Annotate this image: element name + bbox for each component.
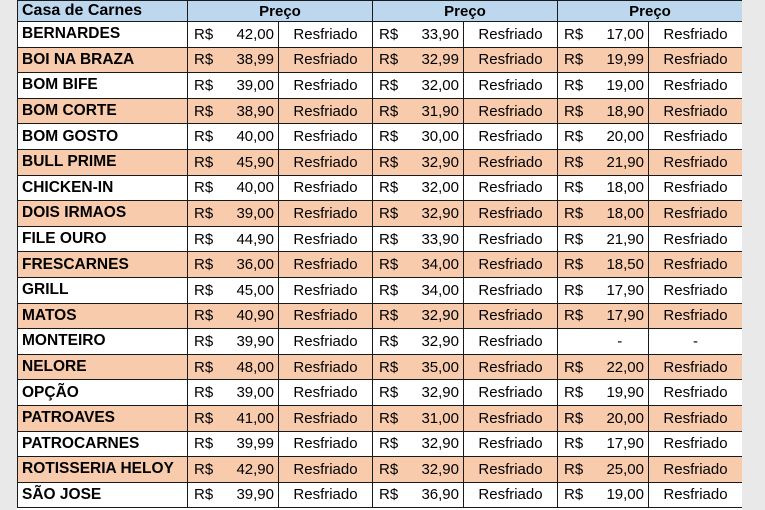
status-cell[interactable]: Resfriado bbox=[464, 22, 558, 48]
currency-cell[interactable]: R$ bbox=[558, 73, 592, 99]
currency-cell[interactable]: R$ bbox=[373, 201, 407, 227]
price-cell[interactable]: 20,00 bbox=[592, 405, 649, 431]
status-cell[interactable]: Resfriado bbox=[464, 201, 558, 227]
currency-cell[interactable]: R$ bbox=[188, 149, 222, 175]
price-cell[interactable]: 31,00 bbox=[407, 405, 464, 431]
currency-cell[interactable]: R$ bbox=[188, 98, 222, 124]
currency-cell[interactable]: R$ bbox=[558, 124, 592, 150]
currency-cell[interactable]: R$ bbox=[188, 380, 222, 406]
price-cell[interactable]: 39,99 bbox=[222, 431, 279, 457]
price-cell[interactable]: 39,90 bbox=[222, 482, 279, 508]
currency-cell[interactable]: R$ bbox=[188, 73, 222, 99]
status-cell[interactable]: Resfriado bbox=[279, 73, 373, 99]
status-cell[interactable]: Resfriado bbox=[279, 354, 373, 380]
price-cell[interactable]: 41,00 bbox=[222, 405, 279, 431]
price-cell[interactable]: 22,00 bbox=[592, 354, 649, 380]
status-cell[interactable]: Resfriado bbox=[279, 201, 373, 227]
price-table bbox=[17, 0, 742, 508]
currency-cell[interactable]: R$ bbox=[188, 354, 222, 380]
price-cell[interactable]: 34,00 bbox=[407, 252, 464, 278]
table-row bbox=[18, 252, 743, 278]
status-cell[interactable]: Resfriado bbox=[279, 149, 373, 175]
currency-cell[interactable]: R$ bbox=[558, 22, 592, 48]
table-row bbox=[18, 405, 743, 431]
currency-cell[interactable]: R$ bbox=[188, 303, 222, 329]
status-cell[interactable]: Resfriado bbox=[464, 252, 558, 278]
status-cell[interactable]: Resfriado bbox=[279, 22, 373, 48]
status-cell[interactable]: Resfriado bbox=[649, 405, 743, 431]
price-cell[interactable]: 33,90 bbox=[407, 22, 464, 48]
status-cell[interactable]: Resfriado bbox=[279, 482, 373, 508]
price-cell[interactable]: - bbox=[592, 329, 649, 355]
currency-cell[interactable]: R$ bbox=[558, 405, 592, 431]
status-cell[interactable]: Resfriado bbox=[279, 303, 373, 329]
store-name-cell[interactable]: BOM CORTE bbox=[18, 98, 188, 124]
table-row bbox=[18, 277, 743, 303]
header-price-1[interactable]: Preço bbox=[188, 1, 373, 22]
status-cell[interactable]: Resfriado bbox=[464, 47, 558, 73]
price-cell[interactable]: 32,00 bbox=[407, 175, 464, 201]
table-row bbox=[18, 201, 743, 227]
currency-cell[interactable]: R$ bbox=[188, 22, 222, 48]
currency-cell[interactable] bbox=[558, 329, 592, 355]
price-cell[interactable]: 20,00 bbox=[592, 124, 649, 150]
currency-cell[interactable]: R$ bbox=[558, 277, 592, 303]
price-cell[interactable]: 35,00 bbox=[407, 354, 464, 380]
store-name-cell[interactable]: OPÇÃO bbox=[18, 380, 188, 406]
table-row bbox=[18, 354, 743, 380]
status-cell[interactable]: Resfriado bbox=[464, 457, 558, 483]
status-cell[interactable]: Resfriado bbox=[279, 405, 373, 431]
price-cell[interactable]: 18,00 bbox=[592, 175, 649, 201]
price-cell[interactable]: 18,00 bbox=[592, 201, 649, 227]
store-name-cell[interactable]: BULL PRIME bbox=[18, 149, 188, 175]
price-cell[interactable]: 18,90 bbox=[592, 98, 649, 124]
status-cell[interactable]: Resfriado bbox=[279, 329, 373, 355]
status-cell[interactable]: Resfriado bbox=[649, 175, 743, 201]
price-cell[interactable]: 36,90 bbox=[407, 482, 464, 508]
price-cell[interactable]: 25,00 bbox=[592, 457, 649, 483]
currency-cell[interactable]: R$ bbox=[373, 354, 407, 380]
currency-cell[interactable]: R$ bbox=[373, 73, 407, 99]
currency-cell[interactable]: R$ bbox=[373, 226, 407, 252]
price-cell[interactable]: 42,90 bbox=[222, 457, 279, 483]
status-cell[interactable]: Resfriado bbox=[649, 226, 743, 252]
status-cell[interactable]: Resfriado bbox=[279, 277, 373, 303]
status-cell[interactable]: Resfriado bbox=[649, 277, 743, 303]
currency-cell[interactable]: R$ bbox=[188, 277, 222, 303]
currency-cell[interactable]: R$ bbox=[188, 329, 222, 355]
price-cell[interactable]: 19,99 bbox=[592, 47, 649, 73]
currency-cell[interactable]: R$ bbox=[558, 47, 592, 73]
currency-cell[interactable]: R$ bbox=[373, 329, 407, 355]
currency-cell[interactable]: R$ bbox=[373, 431, 407, 457]
table-row bbox=[18, 22, 743, 48]
currency-cell[interactable]: R$ bbox=[188, 226, 222, 252]
price-cell[interactable]: 42,00 bbox=[222, 22, 279, 48]
price-cell[interactable]: 21,90 bbox=[592, 226, 649, 252]
status-cell[interactable]: Resfriado bbox=[649, 98, 743, 124]
status-cell[interactable]: Resfriado bbox=[464, 73, 558, 99]
currency-cell[interactable]: R$ bbox=[558, 354, 592, 380]
price-cell[interactable]: 32,00 bbox=[407, 73, 464, 99]
table-row bbox=[18, 175, 743, 201]
price-cell[interactable]: 44,90 bbox=[222, 226, 279, 252]
store-name-cell[interactable]: MONTEIRO bbox=[18, 329, 188, 355]
table-row bbox=[18, 303, 743, 329]
header-title[interactable]: Casa de Carnes bbox=[18, 1, 188, 22]
currency-cell[interactable]: R$ bbox=[188, 405, 222, 431]
price-cell[interactable]: 18,50 bbox=[592, 252, 649, 278]
status-cell[interactable]: Resfriado bbox=[649, 457, 743, 483]
store-name-cell[interactable]: PATROCARNES bbox=[18, 431, 188, 457]
currency-cell[interactable]: R$ bbox=[558, 98, 592, 124]
status-cell[interactable]: Resfriado bbox=[649, 124, 743, 150]
currency-cell[interactable]: R$ bbox=[373, 252, 407, 278]
currency-cell[interactable]: R$ bbox=[558, 482, 592, 508]
currency-cell[interactable]: R$ bbox=[558, 457, 592, 483]
currency-cell[interactable]: R$ bbox=[188, 175, 222, 201]
status-cell[interactable]: Resfriado bbox=[464, 124, 558, 150]
table-row bbox=[18, 431, 743, 457]
store-name-cell[interactable]: NELORE bbox=[18, 354, 188, 380]
status-cell[interactable]: - bbox=[649, 329, 743, 355]
table-row bbox=[18, 73, 743, 99]
store-name-cell[interactable]: GRILL bbox=[18, 277, 188, 303]
price-cell[interactable]: 40,00 bbox=[222, 175, 279, 201]
currency-cell[interactable]: R$ bbox=[373, 22, 407, 48]
currency-cell[interactable]: R$ bbox=[188, 431, 222, 457]
price-cell[interactable]: 39,00 bbox=[222, 201, 279, 227]
currency-cell[interactable]: R$ bbox=[373, 405, 407, 431]
table-row bbox=[18, 98, 743, 124]
status-cell[interactable]: Resfriado bbox=[279, 457, 373, 483]
table-row bbox=[18, 482, 743, 508]
price-cell[interactable]: 33,90 bbox=[407, 226, 464, 252]
price-cell[interactable]: 36,00 bbox=[222, 252, 279, 278]
store-name-cell[interactable]: BERNARDES bbox=[18, 22, 188, 48]
currency-cell[interactable]: R$ bbox=[188, 482, 222, 508]
price-cell[interactable]: 32,90 bbox=[407, 329, 464, 355]
status-cell[interactable]: Resfriado bbox=[464, 303, 558, 329]
currency-cell[interactable]: R$ bbox=[373, 98, 407, 124]
price-cell[interactable]: 45,90 bbox=[222, 149, 279, 175]
store-name-cell[interactable]: DOIS IRMAOS bbox=[18, 201, 188, 227]
price-cell[interactable]: 32,90 bbox=[407, 303, 464, 329]
currency-cell[interactable]: R$ bbox=[373, 47, 407, 73]
price-cell[interactable]: 34,00 bbox=[407, 277, 464, 303]
currency-cell[interactable]: R$ bbox=[188, 252, 222, 278]
status-cell[interactable]: Resfriado bbox=[464, 149, 558, 175]
status-cell[interactable]: Resfriado bbox=[279, 124, 373, 150]
price-cell[interactable]: 32,90 bbox=[407, 380, 464, 406]
currency-cell[interactable]: R$ bbox=[188, 457, 222, 483]
currency-cell[interactable]: R$ bbox=[558, 201, 592, 227]
price-cell[interactable]: 17,00 bbox=[592, 22, 649, 48]
status-cell[interactable]: Resfriado bbox=[649, 303, 743, 329]
status-cell[interactable]: Resfriado bbox=[464, 431, 558, 457]
status-cell[interactable]: Resfriado bbox=[649, 73, 743, 99]
header-row bbox=[18, 1, 743, 22]
status-cell[interactable]: Resfriado bbox=[464, 329, 558, 355]
status-cell[interactable]: Resfriado bbox=[279, 98, 373, 124]
currency-cell[interactable]: R$ bbox=[373, 303, 407, 329]
price-cell[interactable]: 19,00 bbox=[592, 482, 649, 508]
currency-cell[interactable]: R$ bbox=[373, 149, 407, 175]
store-name-cell[interactable]: SÃO JOSE bbox=[18, 482, 188, 508]
table-row bbox=[18, 124, 743, 150]
price-cell[interactable]: 32,90 bbox=[407, 457, 464, 483]
price-cell[interactable]: 38,99 bbox=[222, 47, 279, 73]
status-cell[interactable]: Resfriado bbox=[464, 175, 558, 201]
store-name-cell[interactable]: MATOS bbox=[18, 303, 188, 329]
status-cell[interactable]: Resfriado bbox=[464, 482, 558, 508]
store-name-cell[interactable]: BOI NA BRAZA bbox=[18, 47, 188, 73]
price-cell[interactable]: 21,90 bbox=[592, 149, 649, 175]
header-price-3[interactable]: Preço bbox=[558, 1, 743, 22]
price-cell[interactable]: 39,00 bbox=[222, 73, 279, 99]
store-name-cell[interactable]: BOM GOSTO bbox=[18, 124, 188, 150]
status-cell[interactable]: Resfriado bbox=[464, 354, 558, 380]
price-cell[interactable]: 32,99 bbox=[407, 47, 464, 73]
price-cell[interactable]: 48,00 bbox=[222, 354, 279, 380]
status-cell[interactable]: Resfriado bbox=[649, 482, 743, 508]
status-cell[interactable]: Resfriado bbox=[464, 405, 558, 431]
currency-cell[interactable]: R$ bbox=[373, 380, 407, 406]
status-cell[interactable]: Resfriado bbox=[279, 380, 373, 406]
price-cell[interactable]: 32,90 bbox=[407, 431, 464, 457]
price-cell[interactable]: 32,90 bbox=[407, 201, 464, 227]
store-name-cell[interactable]: PATROAVES bbox=[18, 405, 188, 431]
status-cell[interactable]: Resfriado bbox=[464, 277, 558, 303]
status-cell[interactable]: Resfriado bbox=[649, 47, 743, 73]
price-cell[interactable]: 38,90 bbox=[222, 98, 279, 124]
status-cell[interactable]: Resfriado bbox=[464, 98, 558, 124]
status-cell[interactable]: Resfriado bbox=[649, 22, 743, 48]
status-cell[interactable]: Resfriado bbox=[649, 201, 743, 227]
store-name-cell[interactable]: ROTISSERIA HELOY bbox=[18, 457, 188, 483]
table-row bbox=[18, 380, 743, 406]
currency-cell[interactable]: R$ bbox=[373, 457, 407, 483]
price-cell[interactable]: 17,90 bbox=[592, 277, 649, 303]
status-cell[interactable]: Resfriado bbox=[649, 252, 743, 278]
store-name-cell[interactable]: BOM BIFE bbox=[18, 73, 188, 99]
currency-cell[interactable]: R$ bbox=[188, 201, 222, 227]
price-cell[interactable]: 39,00 bbox=[222, 380, 279, 406]
status-cell[interactable]: Resfriado bbox=[279, 431, 373, 457]
price-cell[interactable]: 19,00 bbox=[592, 73, 649, 99]
table-row bbox=[18, 149, 743, 175]
currency-cell[interactable]: R$ bbox=[188, 47, 222, 73]
price-cell[interactable]: 45,00 bbox=[222, 277, 279, 303]
currency-cell[interactable]: R$ bbox=[373, 482, 407, 508]
price-cell[interactable]: 40,90 bbox=[222, 303, 279, 329]
status-cell[interactable]: Resfriado bbox=[464, 226, 558, 252]
table-row bbox=[18, 226, 743, 252]
price-cell[interactable]: 30,00 bbox=[407, 124, 464, 150]
currency-cell[interactable]: R$ bbox=[558, 380, 592, 406]
status-cell[interactable]: Resfriado bbox=[649, 149, 743, 175]
currency-cell[interactable]: R$ bbox=[558, 149, 592, 175]
status-cell[interactable]: Resfriado bbox=[649, 380, 743, 406]
status-cell[interactable]: Resfriado bbox=[279, 175, 373, 201]
price-cell[interactable]: 31,90 bbox=[407, 98, 464, 124]
price-cell[interactable]: 32,90 bbox=[407, 149, 464, 175]
currency-cell[interactable]: R$ bbox=[558, 252, 592, 278]
table-row bbox=[18, 329, 743, 355]
price-cell[interactable]: 19,90 bbox=[592, 380, 649, 406]
price-cell[interactable]: 40,00 bbox=[222, 124, 279, 150]
currency-cell[interactable]: R$ bbox=[558, 431, 592, 457]
status-cell[interactable]: Resfriado bbox=[649, 431, 743, 457]
currency-cell[interactable]: R$ bbox=[373, 175, 407, 201]
status-cell[interactable]: Resfriado bbox=[279, 226, 373, 252]
currency-cell[interactable]: R$ bbox=[188, 124, 222, 150]
status-cell[interactable]: Resfriado bbox=[279, 47, 373, 73]
price-cell[interactable]: 39,90 bbox=[222, 329, 279, 355]
status-cell[interactable]: Resfriado bbox=[464, 380, 558, 406]
table-row bbox=[18, 47, 743, 73]
store-name-cell[interactable]: FRESCARNES bbox=[18, 252, 188, 278]
store-name-cell[interactable]: FILE OURO bbox=[18, 226, 188, 252]
store-name-cell[interactable]: CHICKEN-IN bbox=[18, 175, 188, 201]
currency-cell[interactable]: R$ bbox=[558, 303, 592, 329]
spreadsheet bbox=[17, 0, 742, 510]
table-row bbox=[18, 457, 743, 483]
status-cell[interactable]: Resfriado bbox=[649, 354, 743, 380]
header-price-2[interactable]: Preço bbox=[373, 1, 558, 22]
currency-cell[interactable]: R$ bbox=[373, 277, 407, 303]
currency-cell[interactable]: R$ bbox=[373, 124, 407, 150]
price-cell[interactable]: 17,90 bbox=[592, 303, 649, 329]
price-cell[interactable]: 17,90 bbox=[592, 431, 649, 457]
status-cell[interactable]: Resfriado bbox=[279, 252, 373, 278]
currency-cell[interactable]: R$ bbox=[558, 175, 592, 201]
currency-cell[interactable]: R$ bbox=[558, 226, 592, 252]
